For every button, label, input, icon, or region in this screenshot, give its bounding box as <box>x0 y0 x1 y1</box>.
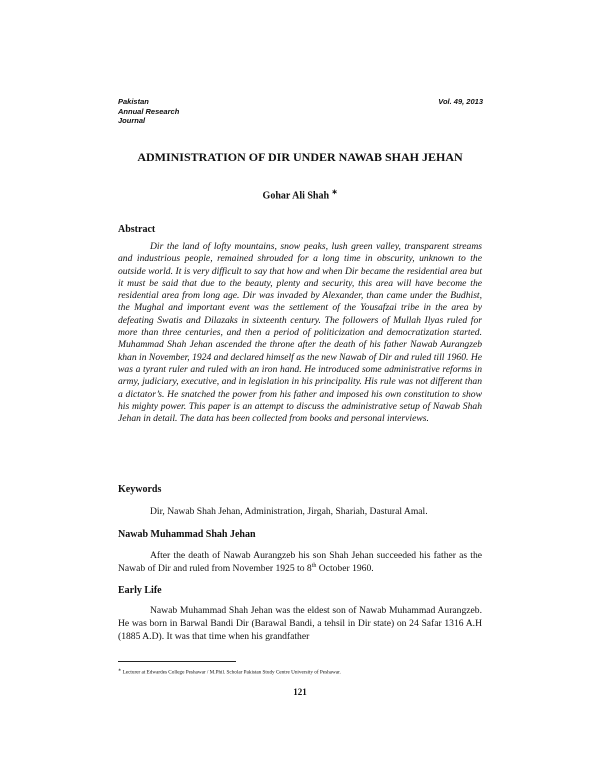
abstract-heading: Abstract <box>118 224 156 235</box>
author-line <box>0 188 600 201</box>
journal-name-line1: Pakistan <box>118 97 149 106</box>
ordinal-suffix: th <box>311 562 317 569</box>
journal-name-line2: Annual Research <box>118 106 180 116</box>
section-heading-shah-jehan: Nawab Muhammad Shah Jehan <box>118 529 256 540</box>
section-paragraph-shah-jehan <box>118 549 482 575</box>
paragraph-text-start: After the death of Nawab Aurangzeb his son Shah Jehan succeeded his father as the Nawab of Dir and ruled from November 1925 to 8 <box>118 550 482 574</box>
keywords-heading: Keywords <box>118 484 162 495</box>
page-number: 121 <box>293 687 307 697</box>
journal-volume: Vol. 49, 2013 <box>438 97 483 106</box>
article-title: ADMINISTRATION OF DIR UNDER NAWAB SHAH JEHAN <box>137 150 463 164</box>
author-footnote-mark: ∗ <box>331 188 338 196</box>
journal-name <box>118 97 179 126</box>
paragraph-text-end: October 1960. <box>316 563 374 574</box>
footnote <box>118 667 488 676</box>
keywords-text: Dir, Nawab Shah Jehan, Administration, Jirgah, Shariah, Dastural Amal. <box>150 506 428 517</box>
section-paragraph-early-life: Nawab Muhammad Shah Jehan was the eldest son of Nawab Muhammad Aurangzeb. He was born in Barwal Bandi Dir (Barawal Bandi, a tehsil in Dir state) on 24 Safar 1316 A.H (1885 A.D). It was that time when his grandfather <box>118 605 482 642</box>
footnote-text: Lecturer at Edwardes College Peshawar / M.Phil. Scholar Pakistan Study Centre University of Peshawar. <box>122 669 341 676</box>
author-name: Gohar Ali Shah <box>262 190 330 202</box>
section-heading-early-life: Early Life <box>118 585 162 596</box>
journal-name-line3: Journal <box>118 116 146 125</box>
footnote-mark: ∗ <box>118 667 122 672</box>
footnote-divider <box>118 661 236 662</box>
abstract-text: Dir the land of lofty mountains, snow peaks, lush green valley, transparent streams and industrious people, remained shrouded for a long time in obscurity, unknown to the outside world. It is very difficult to say that how and when Dir became the residential area but it must be said that due to the beauty, plenty and security, this area will have become the residential area from long age. Dir was invaded by Alexander, than came under the Budhist, the Mughal and important event was the settlement of the Yousafzai tribe in the area by defeating Swatis and Dilazaks in sixteenth century. The followers of Mullah Ilyas ruled for more than three centuries, and then a period of politicization and democratization started. Muhammad Shah Jehan ascended the throne after the death of his father Nawab Aurangzeb khan in November, 1924 and declared himself as the new Nawab of Dir and ruled till 1960. He was a tyrant ruler and ruled with an iron hand. He introduced some administrative reforms in army, judiciary, executive, and in legislation in his principality. His rule was not different than a dictator’s. He snatched the power from his father and imposed his own constitution to show his mighty power. This paper is an attempt to discuss the administrative setup of Nawab Shah Jehan in detail. The data has been collected from books and personal interviews. <box>118 241 482 425</box>
